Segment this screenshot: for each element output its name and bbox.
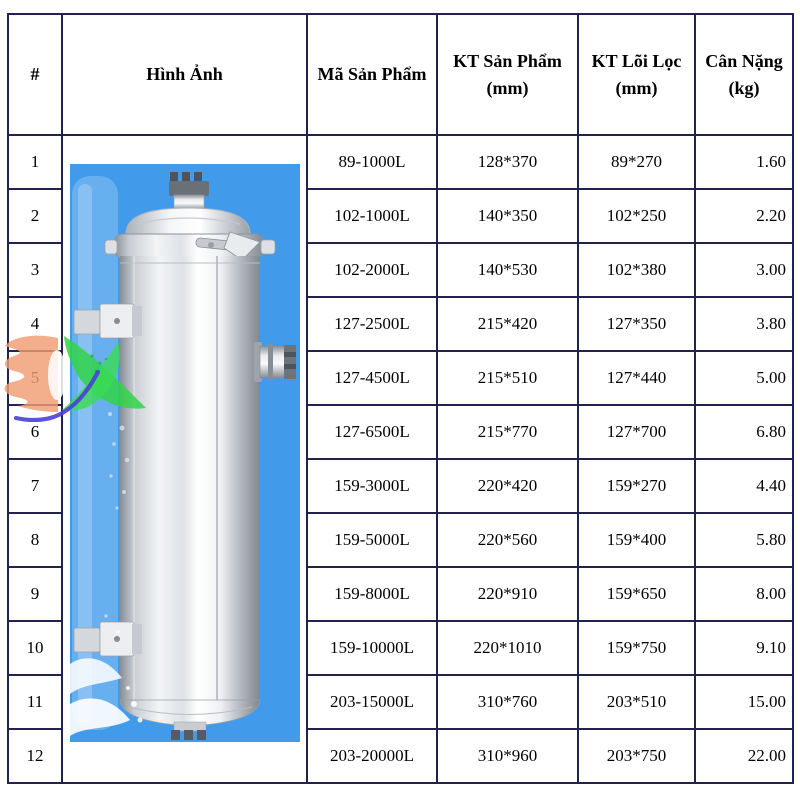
weight: 5.80 [695, 513, 793, 567]
product-code: 102-2000L [307, 243, 437, 297]
product-size: 140*530 [437, 243, 578, 297]
product-size: 220*1010 [437, 621, 578, 675]
core-size: 159*270 [578, 459, 695, 513]
core-size: 89*270 [578, 135, 695, 189]
row-number: 11 [8, 675, 62, 729]
product-size: 220*420 [437, 459, 578, 513]
weight: 15.00 [695, 675, 793, 729]
row-number: 6 [8, 405, 62, 459]
product-code: 159-5000L [307, 513, 437, 567]
weight: 1.60 [695, 135, 793, 189]
product-code: 159-8000L [307, 567, 437, 621]
row-number: 2 [8, 189, 62, 243]
product-code: 127-2500L [307, 297, 437, 351]
product-photo-cell [62, 135, 307, 783]
product-code: 159-10000L [307, 621, 437, 675]
row-number: 8 [8, 513, 62, 567]
weight: 22.00 [695, 729, 793, 783]
product-size: 215*510 [437, 351, 578, 405]
product-size: 215*770 [437, 405, 578, 459]
weight: 5.00 [695, 351, 793, 405]
product-size: 128*370 [437, 135, 578, 189]
product-photo [70, 164, 300, 742]
core-size: 159*650 [578, 567, 695, 621]
row-number: 12 [8, 729, 62, 783]
weight: 9.10 [695, 621, 793, 675]
product-size: 220*560 [437, 513, 578, 567]
weight: 3.00 [695, 243, 793, 297]
product-code: 203-15000L [307, 675, 437, 729]
core-size: 203*750 [578, 729, 695, 783]
product-code: 127-6500L [307, 405, 437, 459]
product-code: 203-20000L [307, 729, 437, 783]
product-code: 89-1000L [307, 135, 437, 189]
row-number: 4 [8, 297, 62, 351]
product-code: 127-4500L [307, 351, 437, 405]
product-size: 310*960 [437, 729, 578, 783]
brand-watermark-icon [0, 332, 150, 422]
table-row [8, 135, 793, 189]
header-weight: Cân Nặng (kg) [695, 14, 793, 135]
weight: 8.00 [695, 567, 793, 621]
core-size: 102*380 [578, 243, 695, 297]
header-image: Hình Ảnh [62, 14, 307, 135]
weight: 3.80 [695, 297, 793, 351]
core-size: 102*250 [578, 189, 695, 243]
row-number: 1 [8, 135, 62, 189]
product-size: 310*760 [437, 675, 578, 729]
filter-housing-image [70, 164, 300, 742]
row-number: 10 [8, 621, 62, 675]
header-code: Mã Sản Phẩm [307, 14, 437, 135]
row-number: 3 [8, 243, 62, 297]
row-number: 7 [8, 459, 62, 513]
weight: 2.20 [695, 189, 793, 243]
product-size: 140*350 [437, 189, 578, 243]
weight: 6.80 [695, 405, 793, 459]
core-size: 127*700 [578, 405, 695, 459]
weight: 4.40 [695, 459, 793, 513]
header-row [8, 14, 793, 135]
core-size: 127*350 [578, 297, 695, 351]
product-code: 159-3000L [307, 459, 437, 513]
core-size: 159*750 [578, 621, 695, 675]
row-number: 9 [8, 567, 62, 621]
core-size: 159*400 [578, 513, 695, 567]
watermark-logo-icon [0, 332, 150, 422]
product-size: 215*420 [437, 297, 578, 351]
header-core-size: KT Lõi Lọc (mm) [578, 14, 695, 135]
product-code: 102-1000L [307, 189, 437, 243]
core-size: 203*510 [578, 675, 695, 729]
header-product-size: KT Sản Phẩm (mm) [437, 14, 578, 135]
header-no: # [8, 14, 62, 135]
core-size: 127*440 [578, 351, 695, 405]
product-size: 220*910 [437, 567, 578, 621]
